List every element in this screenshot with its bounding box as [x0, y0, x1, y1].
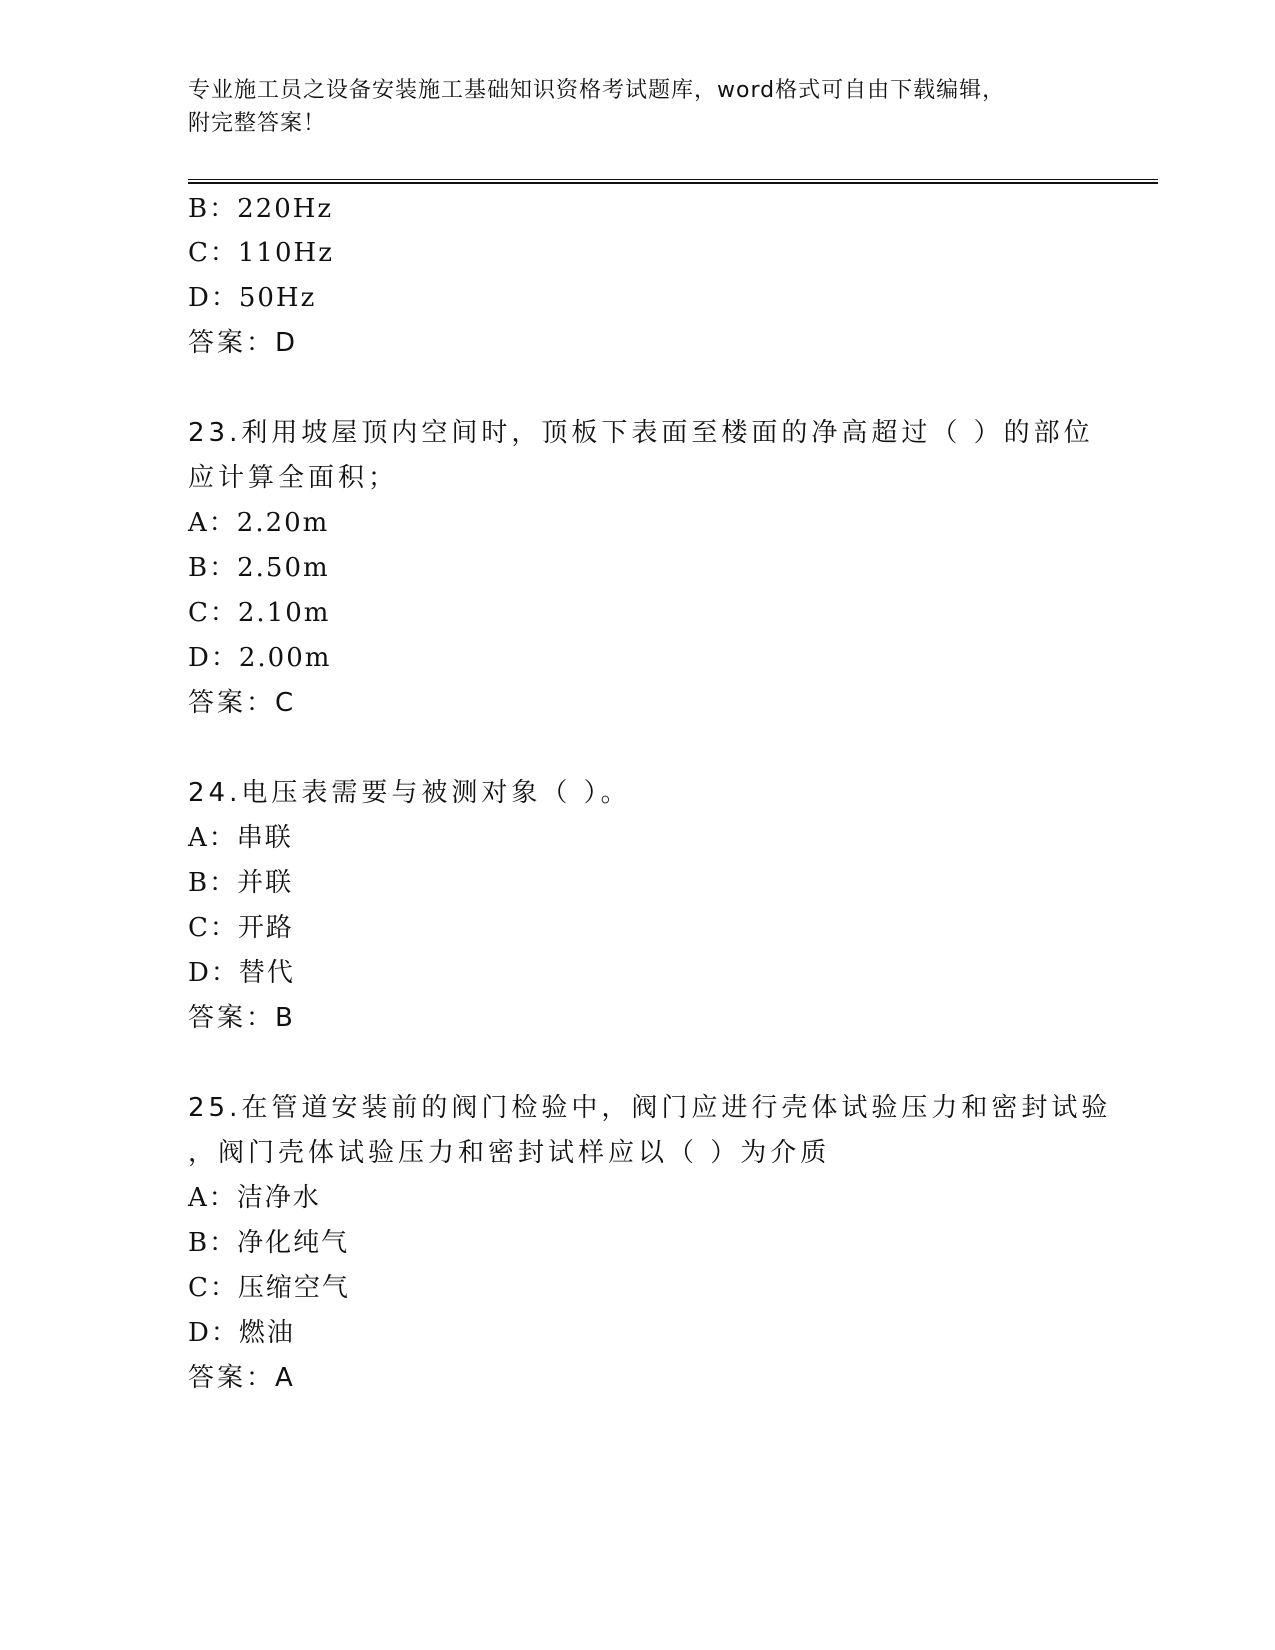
q22-option-d: D：50Hz — [188, 283, 317, 313]
header-line-2: 附完整答案！ — [188, 111, 327, 136]
q25-option-a: A：洁净水 — [188, 1183, 321, 1213]
q24-option-b: B：并联 — [188, 868, 294, 898]
q23-option-c: C：2.10m — [188, 598, 331, 628]
q24-option-d: D：替代 — [188, 958, 295, 988]
q25-stem-line-2: ，阀门壳体试验压力和密封试样应以（ ）为介质 — [188, 1138, 831, 1168]
q22-option-c: C：110Hz — [188, 238, 334, 268]
q22-option-b: B：220Hz — [188, 194, 334, 224]
q24-answer: 答案：B — [188, 1003, 296, 1033]
q23-option-b: B：2.50m — [188, 553, 330, 583]
q23-answer: 答案：C — [188, 688, 297, 718]
q22-answer: 答案：D — [188, 328, 299, 358]
header-divider — [188, 179, 1158, 184]
q24-option-c: C：开路 — [188, 913, 294, 943]
q25-option-d: D：燃油 — [188, 1318, 295, 1348]
q24-option-a: A：串联 — [188, 823, 293, 853]
q24-stem: 24.电压表需要与被测对象（ ）。 — [188, 778, 631, 808]
q23-stem-line-1: 23.利用坡屋顶内空间时，顶板下表面至楼面的净高超过（ ）的部位 — [188, 418, 1094, 448]
q25-stem-line-1: 25.在管道安装前的阀门检验中，阀门应进行壳体试验压力和密封试验 — [188, 1093, 1112, 1123]
header-line-1: 专业施工员之设备安装施工基础知识资格考试题库，word格式可自由下载编辑， — [188, 78, 1006, 103]
q23-option-d: D：2.00m — [188, 643, 332, 673]
q23-stem-line-2: 应计算全面积； — [188, 463, 399, 493]
q25-option-c: C：压缩空气 — [188, 1273, 350, 1303]
q25-option-b: B：净化纯气 — [188, 1228, 350, 1258]
document-header — [188, 74, 1088, 140]
q25-answer: 答案：A — [188, 1363, 296, 1393]
q23-option-a: A：2.20m — [188, 508, 330, 538]
